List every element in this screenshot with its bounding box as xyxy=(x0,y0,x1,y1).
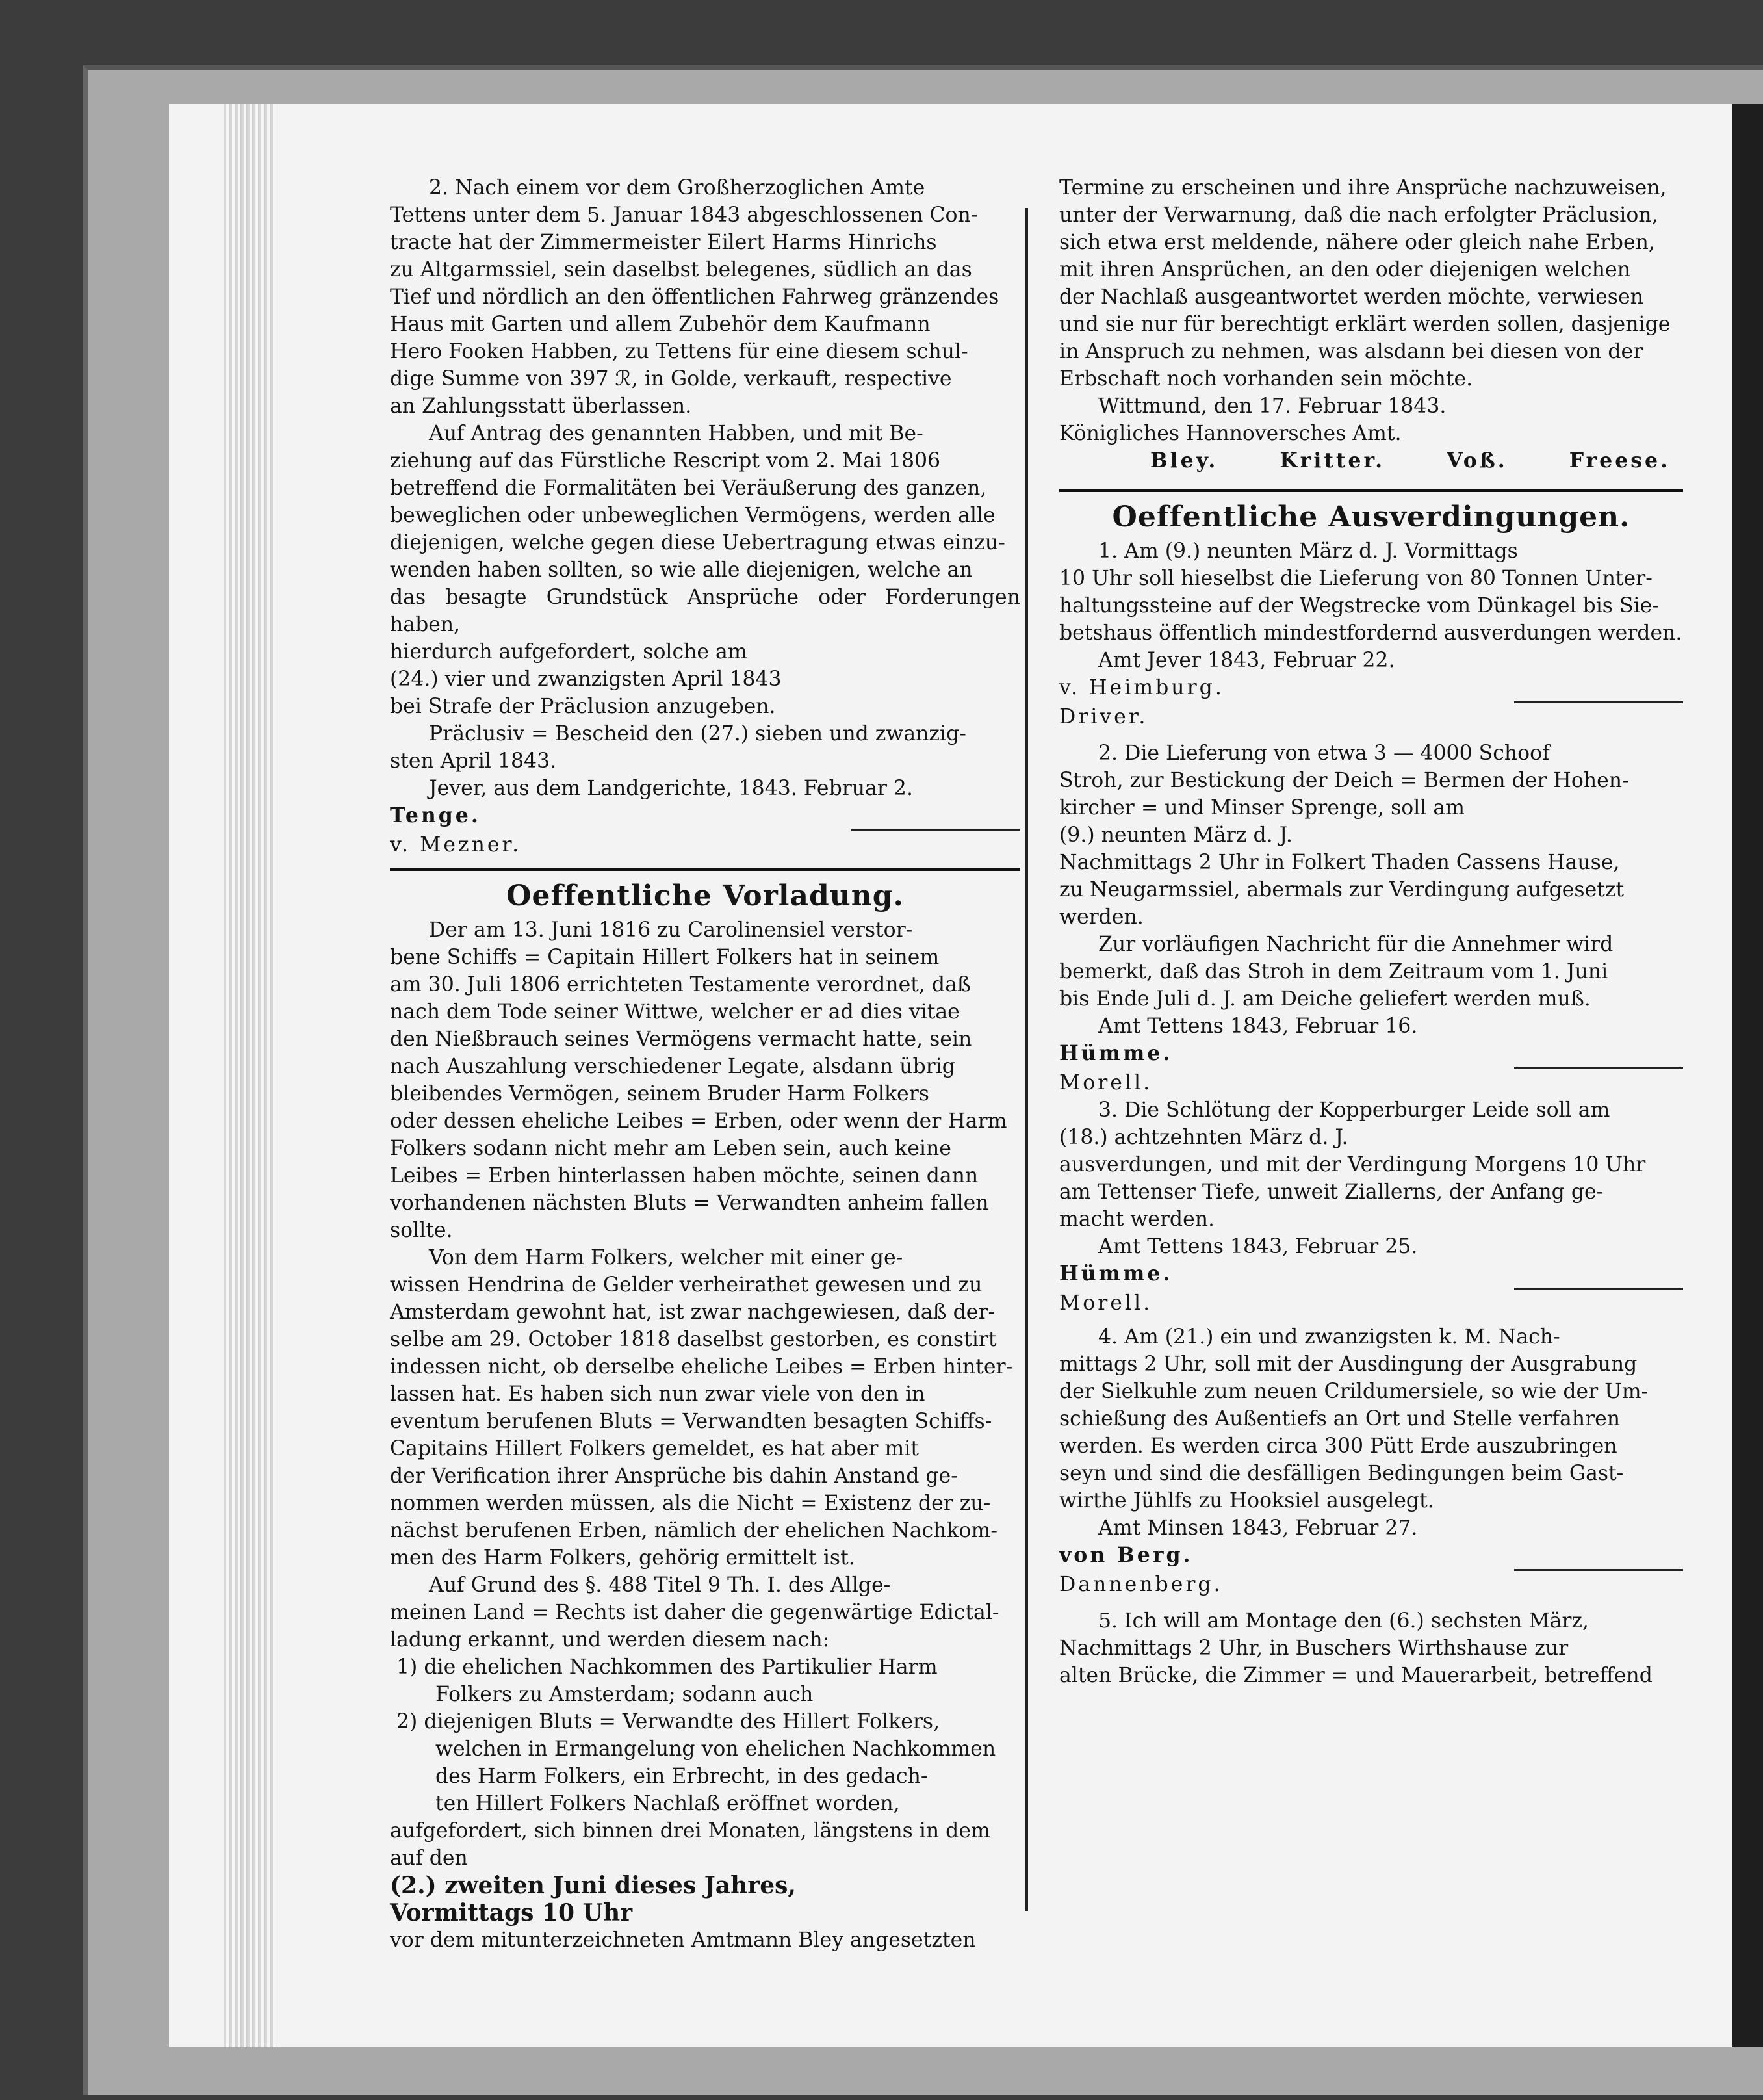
text-line: bemerkt, daß das Stroh in dem Zeitraum vom 1. Juni xyxy=(1059,960,1608,983)
text-line: Präclusiv = Bescheid den (27.) sieben und zwanzig- xyxy=(429,722,966,745)
text-line: selbe am 29. October 1818 daselbst gestorben, es constirt xyxy=(390,1328,997,1351)
place-date: Amt Tettens 1843, Februar 25. xyxy=(1098,1235,1418,1258)
signature: Kritter. xyxy=(1280,448,1385,473)
text-line: eventum berufenen Bluts = Verwandten besagten Schiffs- xyxy=(390,1410,992,1433)
text-line: Folkers zu Amsterdam; sodann auch xyxy=(435,1683,814,1706)
notice-continuation xyxy=(1059,174,1683,474)
text-line: meinen Land = Rechts ist daher die gegenwärtige Edictal- xyxy=(390,1601,999,1624)
tender-item-4 xyxy=(1059,1323,1683,1598)
signature: v. Mezner. xyxy=(390,833,522,857)
text-line: Zur vorläufigen Nachricht für die Annehmer wird xyxy=(1098,933,1614,956)
text-line: 4. Am (21.) ein und zwanzigsten k. M. Nach- xyxy=(1098,1325,1560,1349)
page-edges xyxy=(224,104,276,2047)
text-line: Auf Antrag des genannten Habben, und mit Be- xyxy=(429,422,923,445)
signature: Tenge. xyxy=(390,803,481,827)
text-line: nächst berufenen Erben, nämlich der ehelichen Nachkom- xyxy=(390,1519,998,1542)
text-line: indessen nicht, ob derselbe eheliche Leibes = Erben hinter- xyxy=(390,1355,1013,1379)
text-line: nach dem Tode seiner Wittwe, welcher er ad dies vitae xyxy=(390,1000,960,1024)
text-line: diejenigen, welche gegen diese Uebertragung etwas einzu- xyxy=(390,531,1005,554)
text-line: ten Hillert Folkers Nachlaß eröffnet worden, xyxy=(435,1792,900,1815)
signature: Hümme. xyxy=(1059,1262,1173,1286)
text-line: Hero Fooken Habben, zu Tettens für eine diesem schul- xyxy=(390,340,968,363)
text-line: unter der Verwarnung, daß die nach erfolgter Präclusion, xyxy=(1059,203,1658,227)
text-line: sten April 1843. xyxy=(390,749,557,773)
text-line: bis Ende Juli d. J. am Deiche geliefert werden muß. xyxy=(1059,987,1591,1011)
signature: Dannenberg. xyxy=(1059,1573,1223,1596)
text-line: wirthe Jühlfs zu Hooksiel ausgelegt. xyxy=(1059,1489,1434,1512)
text-line: 2. Die Lieferung von etwa 3 — 4000 Schoof xyxy=(1098,742,1550,765)
text-line: Folkers sodann nicht mehr am Leben sein, auch keine xyxy=(390,1137,951,1160)
text-line: sollte. xyxy=(390,1219,453,1242)
text-line: Termine zu erscheinen und ihre Ansprüche nachzuweisen, xyxy=(1059,176,1667,200)
column-divider xyxy=(1025,208,1028,1911)
text-line: bleibendes Vermögen, seinem Bruder Harm Folkers xyxy=(390,1082,929,1106)
text-line: auf den xyxy=(390,1847,468,1870)
text-line: betreffend die Formalitäten bei Veräußerung des ganzen, xyxy=(390,476,987,500)
text-line: ladung erkannt, und werden diesem nach: xyxy=(390,1628,830,1652)
signature: Bley. xyxy=(1150,448,1218,473)
text-line: Nachmittags 2 Uhr, in Buschers Wirthshause zur xyxy=(1059,1637,1569,1660)
text-line: mit ihren Ansprüchen, an den oder diejenigen welchen xyxy=(1059,258,1630,281)
text-line: am 30. Juli 1806 errichteten Testamente verordnet, daß xyxy=(390,973,971,996)
text-line: mittags 2 Uhr, soll mit der Ausdingung der Ausgrabung xyxy=(1059,1353,1638,1376)
text-line: der Verification ihrer Ansprüche bis dahin Anstand ge- xyxy=(390,1464,958,1488)
text-line: dige Summe von 397 ℛ, in Golde, verkauft, respective xyxy=(390,367,952,391)
notice-harms-hinrichs xyxy=(390,174,1020,859)
signature: v. Heimburg. xyxy=(1059,676,1224,699)
text-line: ziehung auf das Fürstliche Rescript vom 2. Mai 1806 xyxy=(390,449,941,473)
section-rule xyxy=(1059,489,1683,492)
tender-item-5 xyxy=(1059,1607,1683,1689)
text-line: Tief und nördlich an den öffentlichen Fahrweg gränzendes xyxy=(390,285,999,309)
text-line: schießung des Außentiefs an Ort und Stelle verfahren xyxy=(1059,1407,1621,1431)
text-line: das besagte Grundstück Ansprüche oder Forderungen haben, xyxy=(390,586,1020,636)
list-item xyxy=(390,1653,1020,1708)
right-column xyxy=(1059,174,1683,1689)
section-rule xyxy=(390,868,1020,871)
text-line: des Harm Folkers, ein Erbrecht, in des gedach- xyxy=(435,1765,928,1788)
text-line: bei Strafe der Präclusion anzugeben. xyxy=(390,695,776,718)
signature: Voß. xyxy=(1447,448,1508,473)
text-line: an Zahlungsstatt überlassen. xyxy=(390,395,692,418)
text-line: Capitains Hillert Folkers gemeldet, es hat aber mit xyxy=(390,1437,920,1460)
deadline-date: (2.) zweiten Juni dieses Jahres, xyxy=(390,1872,796,1899)
signature: Morell. xyxy=(1059,1071,1153,1095)
text-line: oder dessen eheliche Leibes = Erben, oder wenn der Harm xyxy=(390,1109,1007,1133)
text-line: kircher = und Minser Sprenge, soll am xyxy=(1059,796,1465,820)
place-date: Wittmund, den 17. Februar 1843. xyxy=(1098,395,1447,418)
section-heading: Oeffentliche Vorladung. xyxy=(506,879,904,913)
tender-item-3 xyxy=(1059,1096,1683,1317)
place-date: Amt Tettens 1843, Februar 16. xyxy=(1098,1015,1418,1038)
text-line: Nachmittags 2 Uhr in Folkert Thaden Cassens Hause, xyxy=(1059,851,1620,874)
next-page-edge xyxy=(1732,104,1763,2047)
text-line: lassen hat. Es haben sich nun zwar viele von den in xyxy=(390,1382,925,1406)
text-line: 2. Nach einem vor dem Großherzoglichen Amte xyxy=(429,176,925,200)
notice-vorladung xyxy=(390,879,1020,1954)
text-line: Amsterdam gewohnt hat, ist zwar nachgewiesen, daß der- xyxy=(390,1301,996,1324)
text-line: zu Altgarmssiel, sein daselbst belegenes, südlich an das xyxy=(390,258,972,281)
signature: Hümme. xyxy=(1059,1041,1173,1065)
text-line: 10 Uhr soll hieselbst die Lieferung von 80 Tonnen Unter- xyxy=(1059,567,1653,590)
text-line: werden. Es werden circa 300 Pütt Erde auszubringen xyxy=(1059,1434,1617,1458)
text-line: nommen werden müssen, als die Nicht = Existenz der zu- xyxy=(390,1492,991,1515)
deadline-date: (9.) neunten März d. J. xyxy=(1059,823,1293,847)
text-line: Leibes = Erben hinterlassen haben möchte, seinen dann xyxy=(390,1164,979,1187)
text-line: welchen in Ermangelung von ehelichen Nachkommen xyxy=(435,1737,996,1761)
text-line: wissen Hendrina de Gelder verheirathet gewesen und zu xyxy=(390,1273,983,1297)
text-line: bene Schiffs = Capitain Hillert Folkers hat in seinem xyxy=(390,946,940,969)
text-line: haltungssteine auf der Wegstrecke vom Dünkagel bis Sie- xyxy=(1059,594,1659,617)
text-line: der Nachlaß ausgeantwortet werden möchte, verwiesen xyxy=(1059,285,1643,309)
text-line: am Tettenser Tiefe, unweit Ziallerns, der Anfang ge- xyxy=(1059,1180,1604,1204)
tender-item-2 xyxy=(1059,740,1683,1096)
text-line: den Nießbrauch seines Vermögens vermacht hatte, sein xyxy=(390,1028,972,1051)
text-line: Tettens unter dem 5. Januar 1843 abgeschlossenen Con- xyxy=(390,203,978,227)
signers-row xyxy=(1059,447,1683,474)
text-line: vor dem mitunterzeichneten Amtmann Bley angesetzten xyxy=(390,1928,976,1952)
place-date: Amt Jever 1843, Februar 22. xyxy=(1098,649,1395,672)
text-line: Der am 13. Juni 1816 zu Carolinensiel verstor- xyxy=(429,918,913,942)
text-line: 2) diejenigen Bluts = Verwandte des Hillert Folkers, xyxy=(396,1710,940,1733)
text-line: men des Harm Folkers, gehörig ermittelt ist. xyxy=(390,1546,855,1570)
signature: von Berg. xyxy=(1059,1543,1193,1567)
text-line: betshaus öffentlich mindestfordernd ausverdungen werden. xyxy=(1059,621,1682,645)
tender-item-1 xyxy=(1059,538,1683,731)
place-date: Jever, aus dem Landgerichte, 1843. Februar 2. xyxy=(429,777,913,800)
text-line: 1) die ehelichen Nachkommen des Partikulier Harm xyxy=(396,1655,938,1679)
text-line: vorhandenen nächsten Bluts = Verwandten anheim fallen xyxy=(390,1191,989,1215)
text-line: sich etwa erst meldende, nähere oder gleich nahe Erben, xyxy=(1059,231,1655,254)
text-line: aufgefordert, sich binnen drei Monaten, längstens in dem xyxy=(390,1819,990,1843)
text-line: nach Auszahlung verschiedener Legate, alsdann übrig xyxy=(390,1055,955,1078)
text-line: hierdurch aufgefordert, solche am xyxy=(390,640,747,664)
signature: Morell. xyxy=(1059,1291,1153,1315)
text-line: 3. Die Schlötung der Kopperburger Leide soll am xyxy=(1098,1098,1610,1122)
signature: Driver. xyxy=(1059,705,1148,729)
text-line: werden. xyxy=(1059,905,1144,929)
text-line: 1. Am (9.) neunten März d. J. Vormittags xyxy=(1098,539,1518,563)
text-line: in Anspruch zu nehmen, was alsdann bei diesen von der xyxy=(1059,340,1643,363)
text-line: seyn und sind die desfälligen Bedingungen beim Gast- xyxy=(1059,1462,1624,1485)
list-item xyxy=(390,1708,1020,1817)
left-column xyxy=(390,174,1020,1954)
text-line: macht werden. xyxy=(1059,1208,1215,1231)
text-line: Von dem Harm Folkers, welcher mit einer ge- xyxy=(429,1246,903,1269)
text-line: Auf Grund des §. 488 Titel 9 Th. I. des Allge- xyxy=(429,1574,891,1597)
deadline-date: (18.) achtzehnten März d. J. xyxy=(1059,1126,1348,1149)
place-date: Amt Minsen 1843, Februar 27. xyxy=(1098,1516,1418,1540)
section-heading: Oeffentliche Ausverdingungen. xyxy=(1112,500,1630,534)
text-line: wenden haben sollten, so wie alle diejenigen, welche an xyxy=(390,558,973,582)
authority: Königliches Hannoversches Amt. xyxy=(1059,422,1402,445)
signature: Freese. xyxy=(1569,448,1670,473)
text-line: 5. Ich will am Montage den (6.) sechsten März, xyxy=(1098,1609,1589,1633)
text-line: alten Brücke, die Zimmer = und Mauerarbeit, betreffend xyxy=(1059,1664,1653,1687)
text-line: tracte hat der Zimmermeister Eilert Harms Hinrichs xyxy=(390,231,937,254)
text-line: Stroh, zur Bestickung der Deich = Bermen der Hohen- xyxy=(1059,769,1629,792)
text-line: Haus mit Garten und allem Zubehör dem Kaufmann xyxy=(390,313,931,336)
deadline-time: Vormittags 10 Uhr xyxy=(390,1899,633,1926)
text-line: zu Neugarmssiel, abermals zur Verdingung aufgesetzt xyxy=(1059,878,1625,901)
text-line: und sie nur für berechtigt erklärt werden sollen, dasjenige xyxy=(1059,313,1671,336)
text-line: beweglichen oder unbeweglichen Vermögens, werden alle xyxy=(390,504,996,527)
text-line: ausverdungen, und mit der Verdingung Morgens 10 Uhr xyxy=(1059,1153,1646,1176)
text-line: Erbschaft noch vorhanden sein möchte. xyxy=(1059,367,1473,391)
deadline-date: (24.) vier und zwanzigsten April 1843 xyxy=(390,668,782,691)
text-line: der Sielkuhle zum neuen Crildumersiele, so wie der Um- xyxy=(1059,1380,1649,1403)
